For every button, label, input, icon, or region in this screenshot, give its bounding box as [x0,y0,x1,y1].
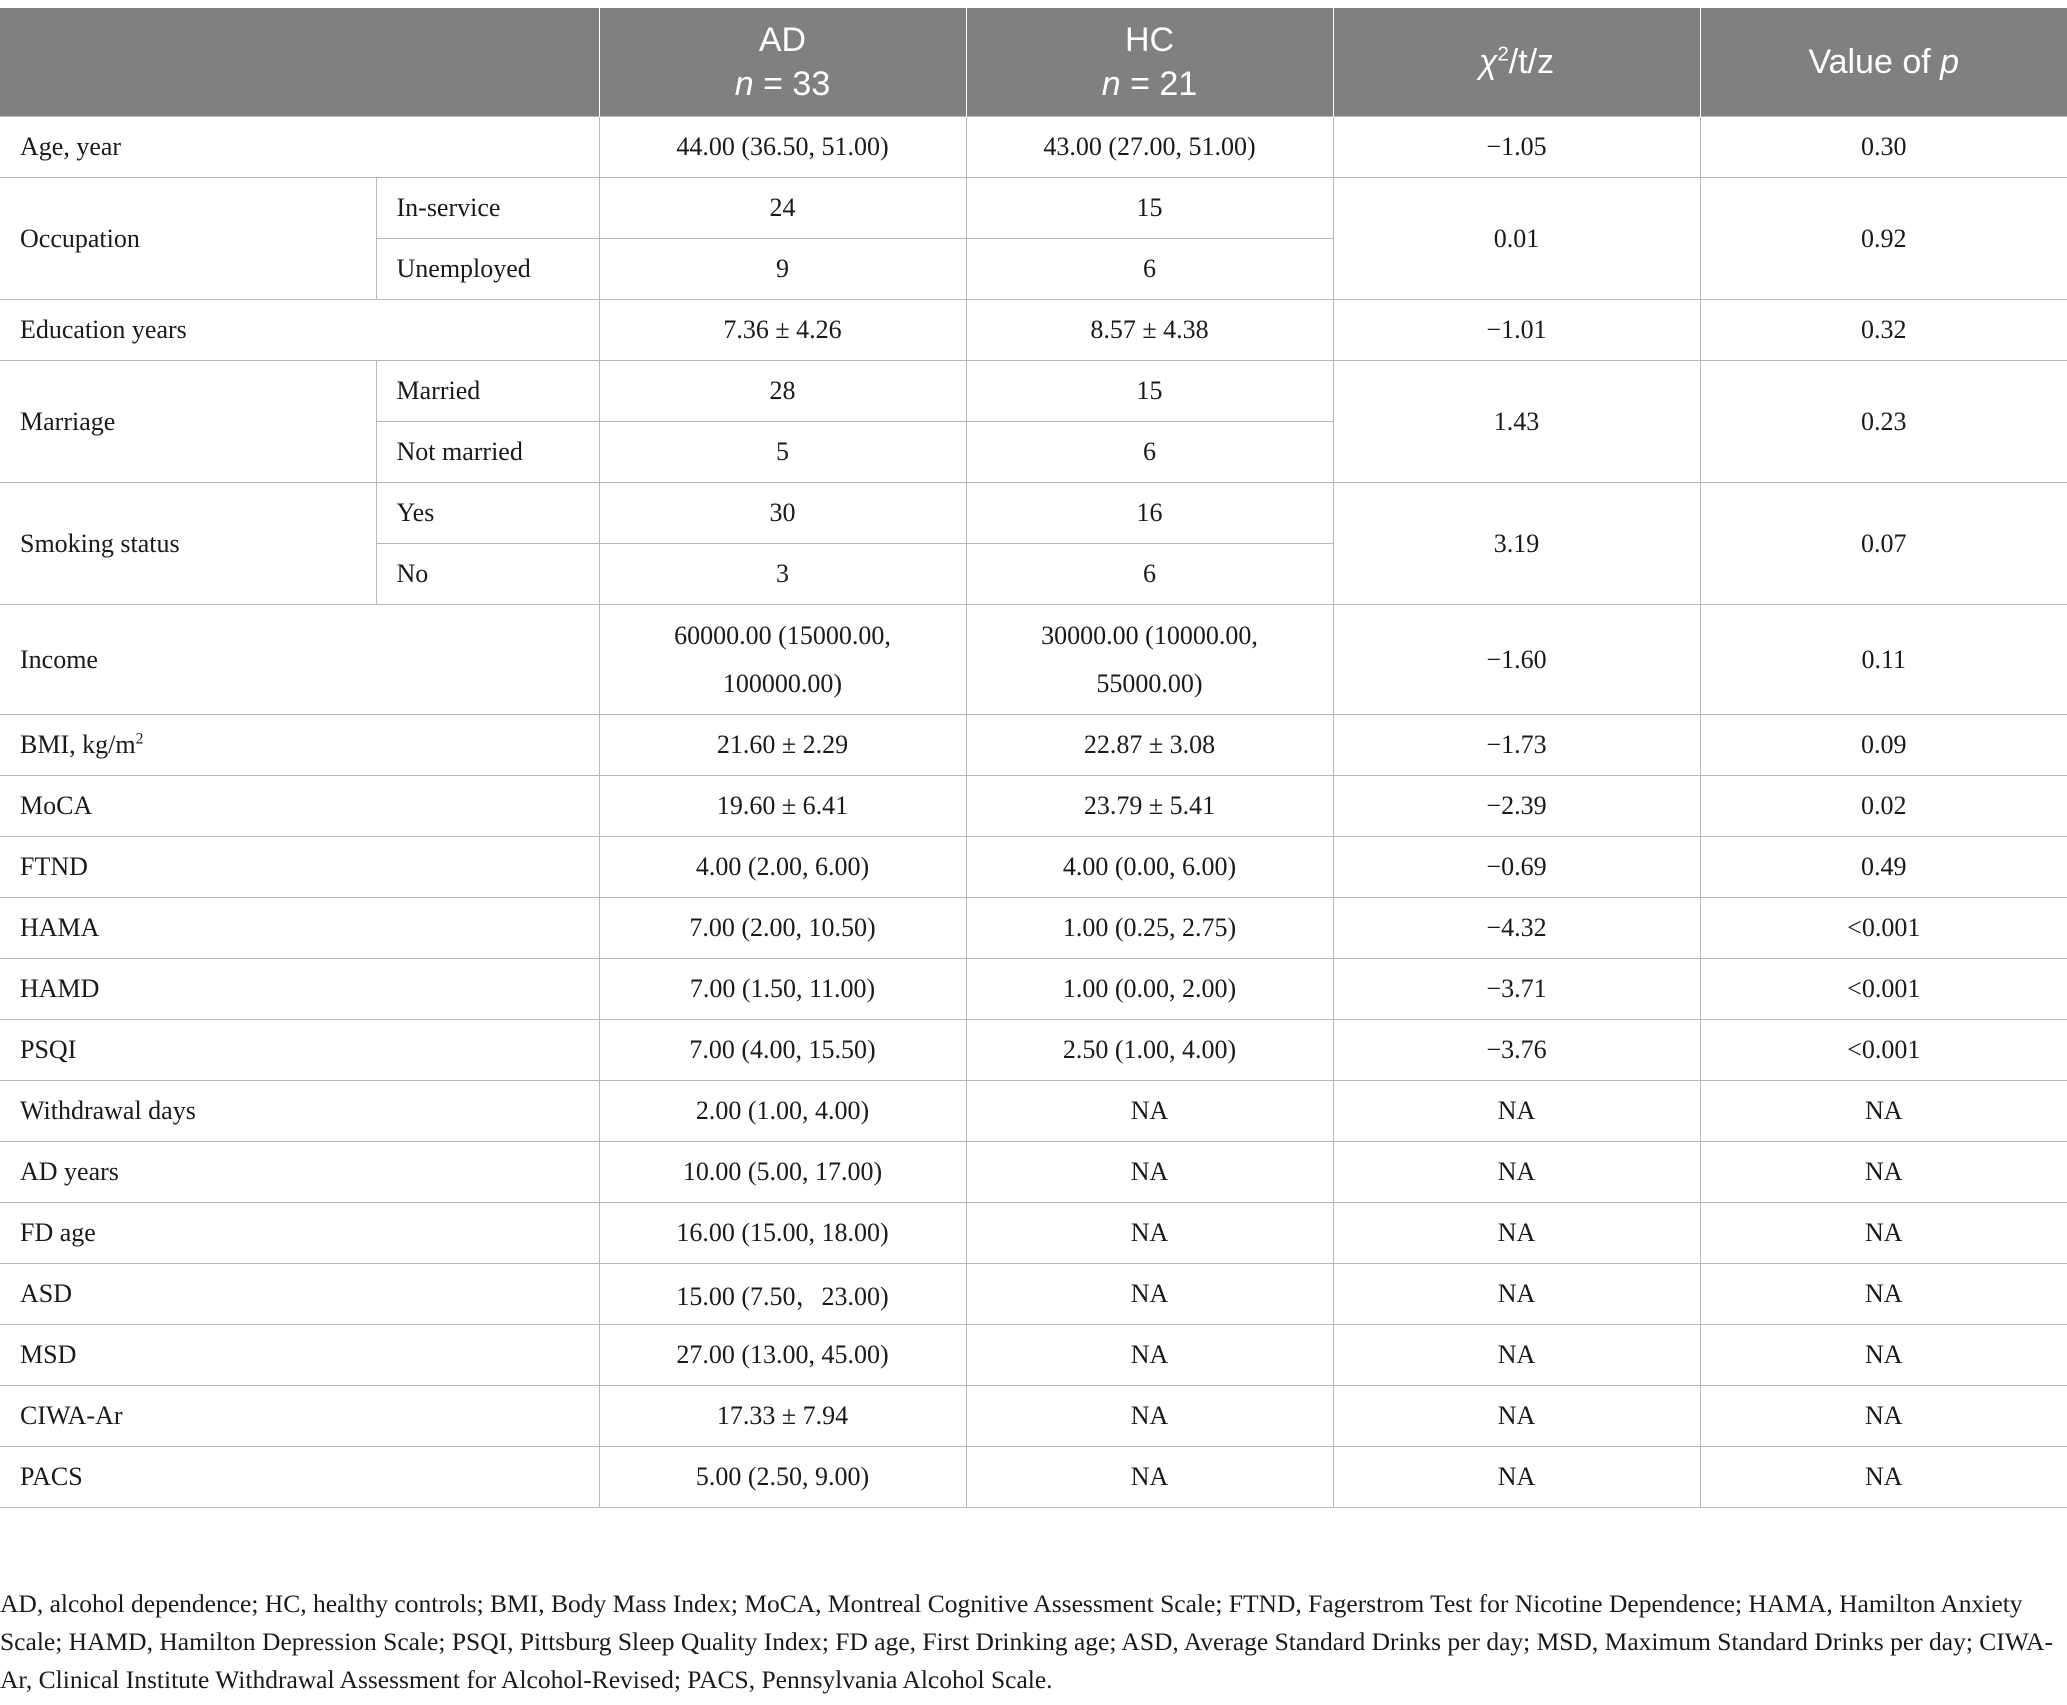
cell-p: <0.001 [1700,898,2067,959]
cell-hc: 1.00 (0.00, 2.00) [966,959,1333,1020]
row-hamd [0,959,2067,1020]
row-ciwa [0,1386,2067,1447]
cell-ad: 27.00 (13.00, 45.00) [599,1325,966,1386]
demographics-table [0,8,2067,1508]
cell-stat: 1.43 [1333,361,1700,483]
sub-label: Married [376,361,599,422]
cell-hc: NA [966,1203,1333,1264]
cell-p: 0.32 [1700,300,2067,361]
cell-ad: 10.00 (5.00, 17.00) [599,1142,966,1203]
cell-p: 0.30 [1700,117,2067,178]
cell-ad: 15.00 (7.50，23.00) [599,1264,966,1325]
header-hc-n-var: n [1101,65,1121,103]
row-asd [0,1264,2067,1325]
cell-ad: 4.00 (2.00, 6.00) [599,837,966,898]
cell-hc: NA [966,1325,1333,1386]
cell-p: 0.07 [1700,483,2067,605]
cell-ad: 30 [599,483,966,544]
header-p-text: Value of [1808,43,1941,81]
row-moca [0,776,2067,837]
cell-hc: 23.79 ± 5.41 [966,776,1333,837]
row-label: Occupation [0,178,376,300]
cell-stat: NA [1333,1203,1700,1264]
cell-stat: NA [1333,1081,1700,1142]
row-bmi [0,715,2067,776]
row-label: MoCA [0,776,599,837]
cell-ad: 9 [599,239,966,300]
row-label [0,715,599,776]
cell-p: NA [1700,1203,2067,1264]
header-ad-n-var: n [734,65,754,103]
row-msd [0,1325,2067,1386]
cell-hc: 16 [966,483,1333,544]
cell-hc: 1.00 (0.25, 2.75) [966,898,1333,959]
cell-hc: NA [966,1264,1333,1325]
cell-hc: 4.00 (0.00, 6.00) [966,837,1333,898]
row-label: Income [0,605,599,715]
cell-ad: 19.60 ± 6.41 [599,776,966,837]
cell-hc-line2: 55000.00) [1096,668,1203,698]
sub-label: Yes [376,483,599,544]
header-stat-sup: 2 [1497,43,1509,66]
header-ad-label: AD [758,21,807,59]
row-label: AD years [0,1142,599,1203]
cell-ad: 16.00 (15.00, 18.00) [599,1203,966,1264]
header-stat-chi: χ [1478,43,1498,81]
header-p-value [1700,8,2067,117]
cell-p: NA [1700,1081,2067,1142]
cell-stat: −3.76 [1333,1020,1700,1081]
row-smoking-1 [0,483,2067,544]
cell-stat: −3.71 [1333,959,1700,1020]
cell-stat: 3.19 [1333,483,1700,605]
header-stat-rest: /t/z [1508,43,1555,81]
cell-stat: −0.69 [1333,837,1700,898]
row-withdrawal [0,1081,2067,1142]
row-label: PACS [0,1447,599,1508]
row-label: CIWA-Ar [0,1386,599,1447]
cell-p: 0.09 [1700,715,2067,776]
sub-label: No [376,544,599,605]
cell-stat: NA [1333,1264,1700,1325]
cell-hc: 15 [966,178,1333,239]
row-label: Withdrawal days [0,1081,599,1142]
row-label: Education years [0,300,599,361]
cell-p: NA [1700,1386,2067,1447]
row-fd-age [0,1203,2067,1264]
cell-p: 0.92 [1700,178,2067,300]
row-ftnd [0,837,2067,898]
cell-hc-line1: 30000.00 (10000.00, [1041,620,1258,650]
row-label: HAMD [0,959,599,1020]
row-age [0,117,2067,178]
cell-ad: 5 [599,422,966,483]
header-hc [966,8,1333,117]
bmi-label-sup: 2 [135,730,144,748]
cell-p: 0.23 [1700,361,2067,483]
cell-p: <0.001 [1700,1020,2067,1081]
row-marriage-1 [0,361,2067,422]
table-footnote: AD, alcohol dependence; HC, healthy controls; BMI, Body Mass Index; MoCA, Montreal Cognitive Assessment Scale; FTND, Fagerstrom Test for Nicotine Dependence; HAMA, Hamilton Anxiety Scale; HAMD, Hamilton Depression Scale; PSQI, Pittsburg Sleep Quality Index; FD age, First Drinking age; ASD, Average Standard Drinks per day; MSD, Maximum Standard Drinks per day; CIWA-Ar, Clinical Institute Withdrawal Assessment for Alcohol-Revised; PACS, Pennsylvania Alcohol Scale. [0,1589,2053,1694]
cell-p: NA [1700,1264,2067,1325]
row-psqi [0,1020,2067,1081]
cell-stat: −1.73 [1333,715,1700,776]
cell-hc: NA [966,1386,1333,1447]
cell-p: NA [1700,1325,2067,1386]
cell-stat: −1.01 [1333,300,1700,361]
cell-hc [966,605,1333,715]
cell-hc: 15 [966,361,1333,422]
cell-p: 0.11 [1700,605,2067,715]
row-label: Age, year [0,117,599,178]
header-hc-label: HC [1124,21,1175,59]
cell-stat: NA [1333,1447,1700,1508]
cell-stat: NA [1333,1386,1700,1447]
cell-ad [599,605,966,715]
cell-ad: 7.00 (2.00, 10.50) [599,898,966,959]
cell-stat: −1.60 [1333,605,1700,715]
row-label: Smoking status [0,483,376,605]
cell-stat: NA [1333,1325,1700,1386]
row-label: FD age [0,1203,599,1264]
header-hc-n-value: = 21 [1120,65,1198,103]
cell-ad-line2: 100000.00) [722,668,843,698]
cell-ad: 2.00 (1.00, 4.00) [599,1081,966,1142]
cell-stat: NA [1333,1142,1700,1203]
cell-p: 0.49 [1700,837,2067,898]
cell-stat: −4.32 [1333,898,1700,959]
row-education [0,300,2067,361]
cell-p: <0.001 [1700,959,2067,1020]
cell-stat: −2.39 [1333,776,1700,837]
sub-label: Unemployed [376,239,599,300]
cell-ad: 28 [599,361,966,422]
row-hama [0,898,2067,959]
row-label: HAMA [0,898,599,959]
row-label: ASD [0,1264,599,1325]
row-occupation-1 [0,178,2067,239]
cell-ad: 3 [599,544,966,605]
header-blank [0,8,599,117]
cell-hc: 8.57 ± 4.38 [966,300,1333,361]
cell-ad: 7.00 (1.50, 11.00) [599,959,966,1020]
sub-label: In-service [376,178,599,239]
cell-hc: 2.50 (1.00, 4.00) [966,1020,1333,1081]
sub-label: Not married [376,422,599,483]
row-income [0,605,2067,715]
cell-p: NA [1700,1447,2067,1508]
cell-hc: 43.00 (27.00, 51.00) [966,117,1333,178]
cell-hc: NA [966,1081,1333,1142]
cell-stat: −1.05 [1333,117,1700,178]
row-ad-years [0,1142,2067,1203]
header-ad-n-value: = 33 [753,65,831,103]
header-p-var: p [1940,43,1960,81]
cell-ad: 17.33 ± 7.94 [599,1386,966,1447]
cell-hc: 22.87 ± 3.08 [966,715,1333,776]
cell-ad: 7.00 (4.00, 15.50) [599,1020,966,1081]
cell-ad: 21.60 ± 2.29 [599,715,966,776]
cell-ad: 5.00 (2.50, 9.00) [599,1447,966,1508]
cell-ad: 24 [599,178,966,239]
row-label: FTND [0,837,599,898]
cell-stat: 0.01 [1333,178,1700,300]
row-label: MSD [0,1325,599,1386]
cell-ad: 44.00 (36.50, 51.00) [599,117,966,178]
row-pacs [0,1447,2067,1508]
cell-hc: NA [966,1142,1333,1203]
cell-hc: 6 [966,422,1333,483]
header-statistic [1333,8,1700,117]
header-ad [599,8,966,117]
cell-p: 0.02 [1700,776,2067,837]
cell-hc: 6 [966,544,1333,605]
row-label: PSQI [0,1020,599,1081]
bmi-label-text: BMI, kg/m [20,730,136,759]
cell-p: NA [1700,1142,2067,1203]
cell-ad: 7.36 ± 4.26 [599,300,966,361]
row-label: Marriage [0,361,376,483]
header-row [0,8,2067,117]
cell-ad-line1: 60000.00 (15000.00, [674,620,891,650]
cell-hc: 6 [966,239,1333,300]
cell-hc: NA [966,1447,1333,1508]
